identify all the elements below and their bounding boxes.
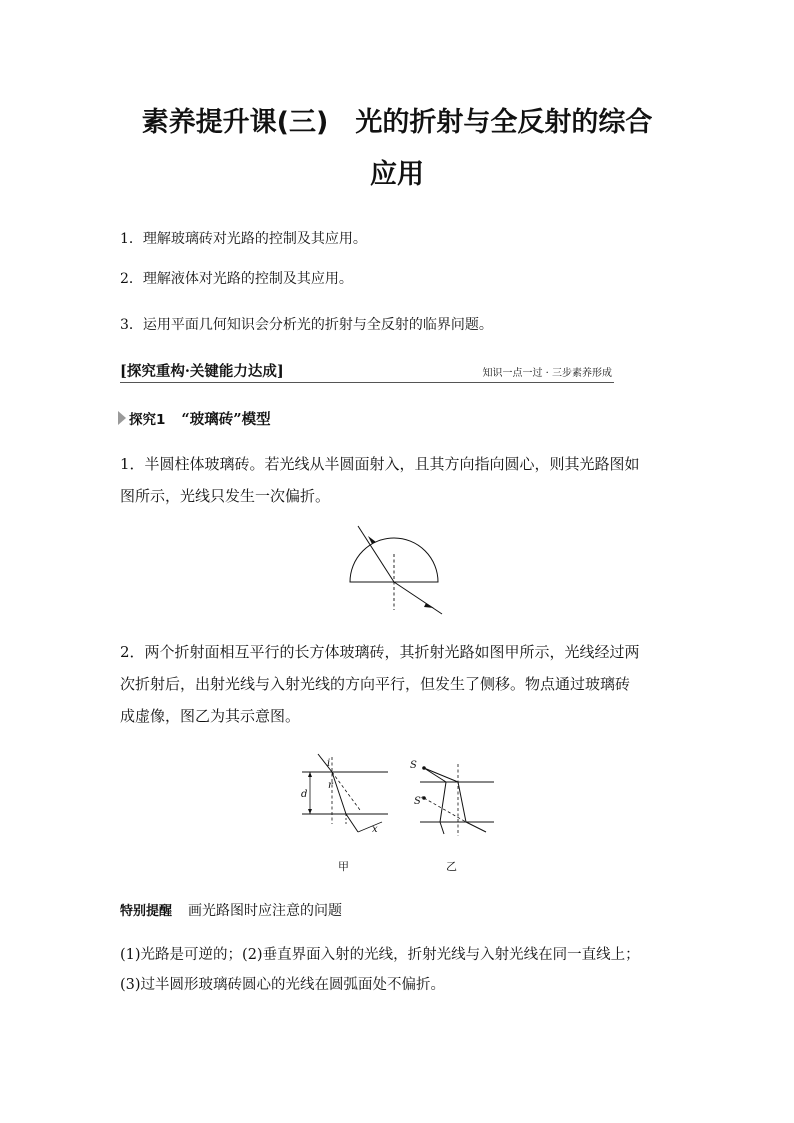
label-r: r bbox=[328, 780, 333, 791]
incident-ray bbox=[358, 526, 394, 582]
item2-line2: 次折射后，出射光线与入射光线的方向平行，但发生了侧移。物点通过玻璃砖 bbox=[120, 675, 631, 693]
remark-line1: (1)光路是可逆的；(2)垂直界面入射的光线，折射光线与入射光线在同一直线上； bbox=[120, 947, 640, 963]
explore-heading bbox=[118, 408, 271, 429]
label-s-prime: S′ bbox=[414, 796, 424, 807]
item2-line3: 成虚像，图乙为其示意图。 bbox=[120, 707, 301, 725]
figure-jia-caption: 甲 bbox=[338, 860, 349, 873]
arrow-out-icon bbox=[424, 603, 434, 608]
label-i: i bbox=[327, 758, 331, 769]
semicircle-diagram bbox=[344, 524, 444, 619]
goal-item-1: 1．理解玻璃砖对光路的控制及其应用。 bbox=[120, 231, 367, 247]
jia-refracted-ray bbox=[332, 772, 346, 814]
label-d: d bbox=[301, 789, 308, 800]
item2-line1: 2．两个折射面相互平行的长方体玻璃砖，其折射光路如图甲所示，光线经过两 bbox=[120, 643, 640, 661]
goal-item-2: 2．理解液体对光路的控制及其应用。 bbox=[120, 271, 353, 287]
item1-line2: 图所示，光线只发生一次偏折。 bbox=[120, 487, 331, 505]
refracted-ray bbox=[394, 582, 442, 614]
remark-title: 画光路图时应注意的问题 bbox=[188, 903, 343, 919]
jia-exit-ray bbox=[346, 814, 358, 832]
remark-heading bbox=[120, 900, 342, 920]
label-s: S bbox=[410, 760, 417, 771]
item2-paragraph bbox=[120, 636, 682, 732]
explore-name: “玻璃砖”模型 bbox=[181, 411, 271, 428]
item1-paragraph bbox=[120, 448, 682, 512]
section-title: [探究重构·关键能力达成] bbox=[120, 363, 284, 380]
remark-paragraph bbox=[120, 940, 682, 1000]
page-title-line2: 应用 bbox=[370, 159, 424, 190]
figure-yi-diagram bbox=[404, 752, 504, 842]
remark-tag: 特别提醒 bbox=[120, 904, 173, 919]
label-x: x bbox=[372, 824, 378, 835]
section-subtitle: 知识一点一过 · 三步素养形成 bbox=[482, 368, 612, 379]
goal-item-3: 3．运用平面几何知识会分析光的折射与全反射的临界问题。 bbox=[120, 317, 493, 333]
item1-line1: 1．半圆柱体玻璃砖。若光线从半圆面射入，且其方向指向圆心，则其光路图如 bbox=[120, 455, 640, 473]
page-title-line1: 素养提升课(三) 光的折射与全反射的综合 bbox=[141, 107, 653, 138]
figure-yi-caption: 乙 bbox=[446, 860, 457, 873]
triangle-marker-icon bbox=[118, 411, 126, 425]
section-header bbox=[120, 360, 614, 383]
explore-tag: 探究1 bbox=[129, 412, 166, 428]
remark-line2: (3)过半圆形玻璃砖圆心的光线在圆弧面处不偏折。 bbox=[120, 977, 446, 993]
figure-jia-diagram bbox=[296, 752, 396, 842]
